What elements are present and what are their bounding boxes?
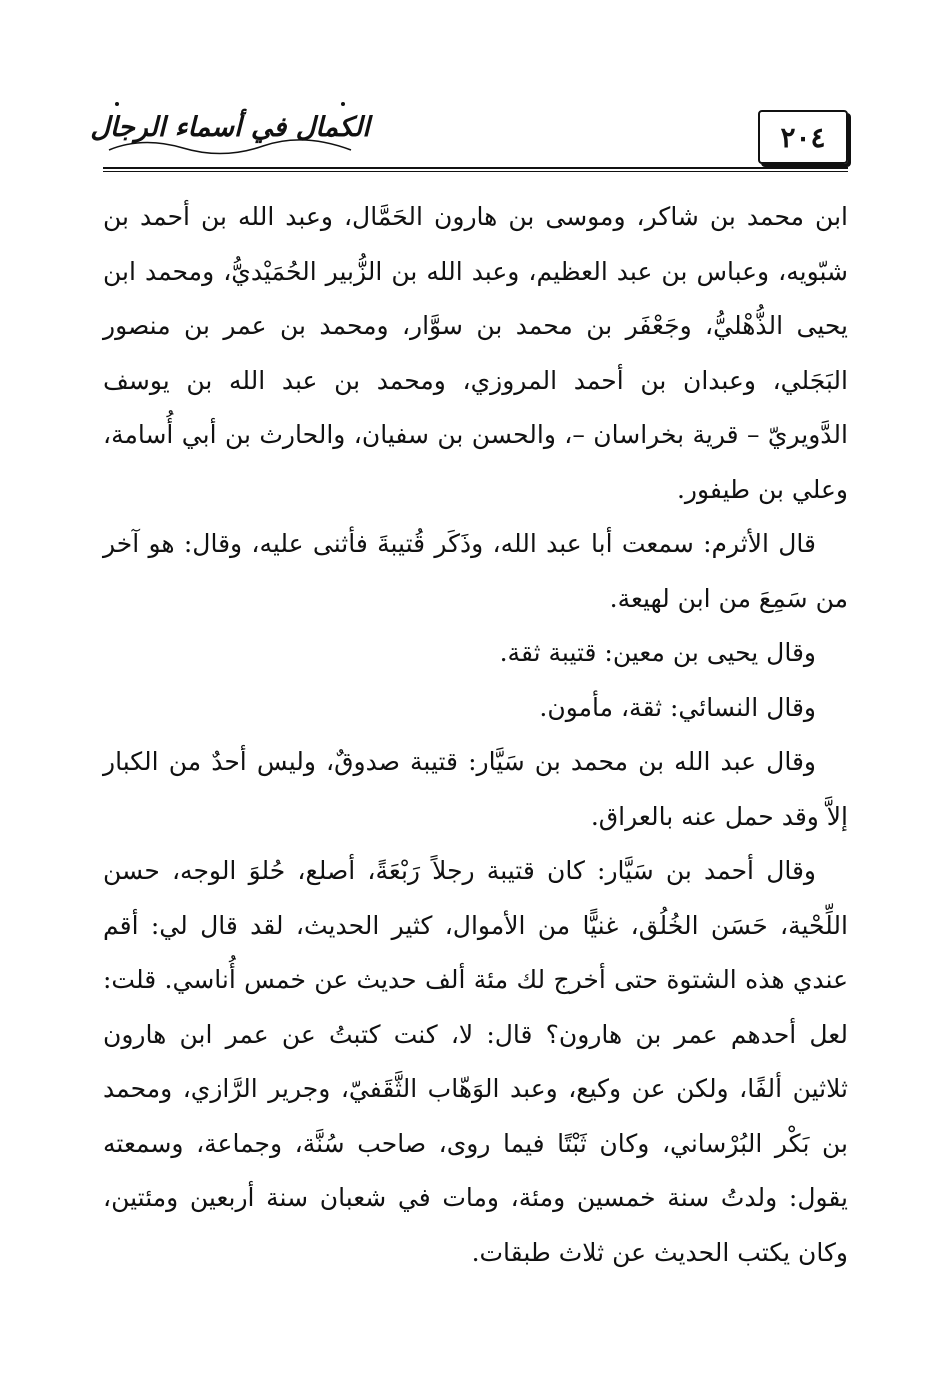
paragraph-nasai: وقال النسائي: ثقة، مأمون. — [539, 692, 816, 722]
paragraph-narrators-list: ابن محمد بن شاكر، وموسى بن هارون الحَمَّال، وعبد الله بن أحمد بن شبّويه، وعباس بن عبد العظيم، وعبد الله بن الزُّبير الحُمَيْديُّ، ومحمد ابن يحيى الذُّهْليُّ، وجَعْفَر بن محمد بن سوَّار، ومحمد بن عمر بن منصور البَجَلي، وعبدان بن أحمد المروزي، ومحمد بن عبد الله بن يوسف الدَّويريّ – قرية بخراسان –، والحسن بن سفيان، والحارث بن أبي أُسامة، وعلي بن طيفور. — [103, 202, 848, 504]
header-divider — [103, 167, 848, 169]
paragraph-ibn-maeen: وقال يحيى بن معين: قتيبة ثقة. — [499, 638, 816, 667]
paragraph-abdullah-sayyar: وقال عبد الله بن محمد بن سَيَّار: قتيبة صدوقٌ، وليس أحدٌ من الكبار إلاَّ وقد حمل عنه بالعراق. — [103, 747, 848, 831]
paragraph-ahmad-sayyar: وقال أحمد بن سَيَّار: كان قتيبة رجلاً رَبْعَةً، أصلع، حُلوَ الوجه، حسن اللِّحْية، حَسَن الخُلُق، غنيًّا من الأموال، كثير الحديث، لقد قال لي: أقم عندي هذه الشتوة حتى أخرج لك مئة ألف حديث عن خمس أُناسي. قلت: لعل أحدهم عمر بن هارون؟ قال: لا، كنت كتبتُ عن عمر ابن هارون ثلاثين ألفًا، ولكن عن وكيع، وعبد الوَهّاب الثَّقَفيّ، وجرير الرَّازي، ومحمد بن بَكْر البُرْساني، وكان ثَبْتًا فيما روى، صاحب سُنَّة، وجماعة، وسمعته يقول: ولدتُ سنة خمسين ومئة، ومات في شعبان سنة أربعين ومئتين، وكان يكتب الحديث عن ثلاث طبقات. — [103, 856, 848, 1267]
paragraph-athram: قال الأثرم: سمعت أبا عبد الله، وذَكَر قُتيبةَ فأثنى عليه، وقال: هو آخر من سَمِعَ من ابن لهيعة. — [103, 529, 848, 613]
main-text — [103, 190, 848, 1280]
header-divider-thin — [103, 171, 848, 172]
book-title: الكمال في أسماء الرجال — [90, 111, 370, 143]
page-header — [90, 92, 848, 172]
page-number: ٢٠٤ — [758, 110, 848, 164]
